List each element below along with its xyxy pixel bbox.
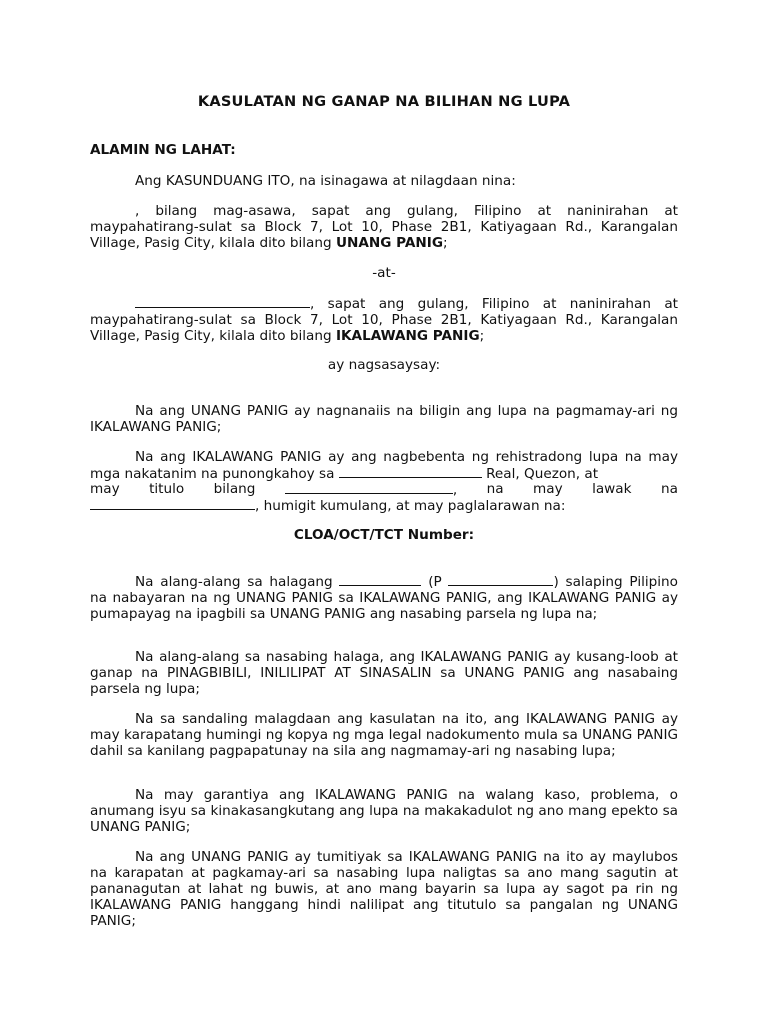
first-party-text: , bilang mag-asawa, sapat ang gulang, Filipino at naninirahan at maypahatirang-sulat sa Block 7, Lot 10, Phase 2B1, Katiyagaan Rd., Karangalan Village, Pasig City, kilala dito bilang bbox=[90, 203, 678, 251]
paragraph-2-text-a: Na ang IKALAWANG PANIG ay ang nagbebenta ng rehistradong lupa na may mga nakatanim na punongkahoy sa bbox=[90, 449, 678, 482]
paragraph-1: Na ang UNANG PANIG ay nagnanaiis na biligin ang lupa na pagmamay-ari ng IKALAWANG PANIG; bbox=[90, 403, 678, 435]
paragraph-2-word: , bbox=[452, 482, 458, 498]
paragraph-2-text-c: , humigit kumulang, at may paglalarawan na: bbox=[255, 498, 566, 514]
first-party-label: UNANG PANIG bbox=[335, 235, 443, 251]
declaration-text: ay nagsasaysay: bbox=[327, 357, 441, 373]
paragraph-2-word: bilang bbox=[213, 481, 256, 497]
area-blank bbox=[90, 497, 255, 510]
greeting-heading: ALAMIN NG LAHAT: bbox=[90, 142, 236, 158]
cloa-number-heading: CLOA/OCT/TCT Number: bbox=[293, 527, 475, 543]
paragraph-3-text-c: ) salaping Pilipino na nabayaran na ng UNANG PANIG sa IKALAWANG PANIG, ang IKALAWANG PANIG ay pumapayag na ipagbili sa UNANG PANIG ang nasabing parsela ng lupa na; bbox=[90, 574, 678, 622]
paragraph-7: Na ang UNANG PANIG ay tumitiyak sa IKALAWANG PANIG na ito ay maylubos na karapatan at pagkamay-ari sa nasabing lupa naligtas sa ano mang sagutin at pananagutan at lahat ng buwis, at ano mang bayarin sa lupa ay sagot pa rin ng IKALAWANG PANIG hanggang hindi nalilipat ang titutulo sa pangalan ng UNANG PANIG; bbox=[90, 849, 678, 929]
paragraph-2-word: titulo bbox=[149, 481, 185, 497]
paragraph-5: Na sa sandaling malagdaan ang kasulatan na ito, ang IKALAWANG PANIG ay may karapatang humingi ng kopya ng mga legal nadokumento mula sa UNANG PANIG dahil sa kanilang pagpapatunay na sila ang nagmamay-ari ng nasabing lupa; bbox=[90, 711, 678, 759]
paragraph-3 bbox=[90, 573, 678, 622]
second-party-end: ; bbox=[479, 328, 485, 344]
second-party-label: IKALAWANG PANIG bbox=[335, 328, 480, 344]
document-title: KASULATAN NG GANAP NA BILIHAN NG LUPA bbox=[197, 93, 571, 110]
price-amount-blank bbox=[448, 573, 553, 586]
title-number-group bbox=[285, 481, 457, 498]
paragraph-2-line-3 bbox=[90, 481, 678, 498]
paragraph-2-word: na bbox=[486, 481, 504, 497]
paragraph-2-word: may bbox=[533, 481, 563, 497]
paragraph-4: Na alang-alang sa nasabing halaga, ang IKALAWANG PANIG ay kusang-loob at ganap na PINAGBIBILI, INILILIPAT AT SINASALIN sa UNANG PANIG ang nasabaing parsela ng lupa; bbox=[90, 649, 678, 697]
first-party-end: ; bbox=[442, 235, 448, 251]
title-number-blank bbox=[285, 481, 453, 494]
paragraph-2-word: lawak bbox=[592, 481, 632, 497]
intro-paragraph: Ang KASUNDUANG ITO, na isinagawa at nilagdaan nina: bbox=[135, 173, 516, 189]
paragraph-3-text-b: (P bbox=[428, 574, 442, 590]
first-party-paragraph bbox=[90, 203, 678, 251]
paragraph-2-text-b: Real, Quezon, at bbox=[486, 466, 599, 482]
second-party-name-blank bbox=[135, 295, 310, 308]
separator-text: -at- bbox=[372, 265, 396, 281]
price-words-blank bbox=[339, 573, 421, 586]
second-party-text: , sapat ang gulang, Filipino at naninirahan at maypahatirang-sulat sa Block 7, Lot 10, Phase 2B1, Katiyagaan Rd., Karangalan Village, Pasig City, kilala dito bilang bbox=[90, 296, 678, 344]
second-party-paragraph bbox=[90, 295, 678, 344]
paragraph-2 bbox=[90, 449, 678, 482]
paragraph-2-line-4 bbox=[90, 497, 565, 514]
paragraph-2-word: na bbox=[660, 481, 678, 497]
location-blank bbox=[339, 465, 482, 478]
paragraph-2-word: may bbox=[90, 481, 120, 497]
paragraph-6: Na may garantiya ang IKALAWANG PANIG na walang kaso, problema, o anumang isyu sa kinakasangkutang ang lupa na makakadulot ng ano mang epekto sa UNANG PANIG; bbox=[90, 787, 678, 835]
paragraph-3-text-a: Na alang-alang sa halagang bbox=[135, 574, 333, 590]
